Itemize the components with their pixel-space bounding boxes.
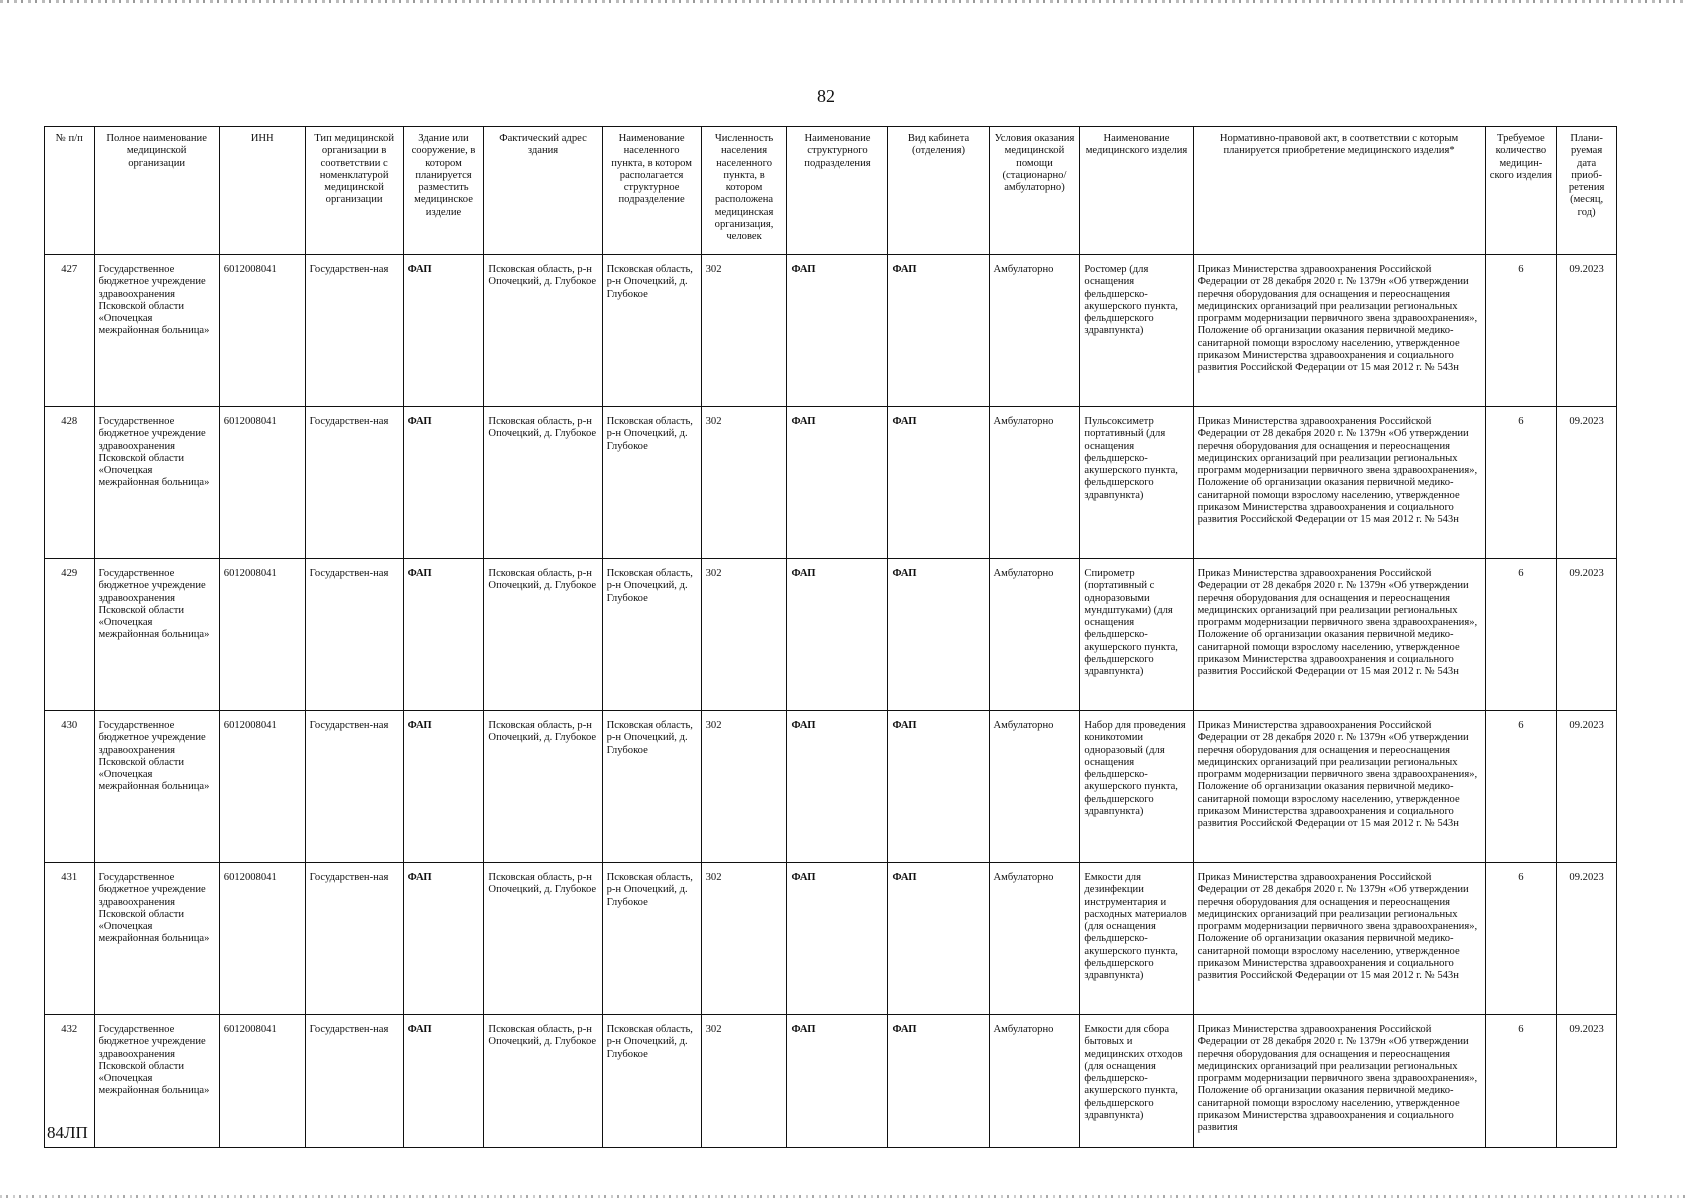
cell-date: 09.2023 — [1557, 863, 1617, 1015]
cell-device: Набор для проведения коникотомии одноразовый (для оснащения фельдшерско-акушерского пункта, фельдшерского здравпункта) — [1080, 711, 1193, 863]
cell-device: Спирометр (портативный с одноразовыми мундштуками) (для оснащения фельдшерско-акушерского пункта, фельдшерского здравпункта) — [1080, 559, 1193, 711]
cell-cabinet: ФАП — [888, 711, 989, 863]
cell-building: ФАП — [403, 863, 484, 1015]
header-unit: Наименование структурного подразделения — [787, 127, 888, 255]
cell-num: 430 — [45, 711, 95, 863]
header-inn: ИНН — [219, 127, 305, 255]
cell-cabinet: ФАП — [888, 407, 989, 559]
cell-inn: 6012008041 — [219, 1015, 305, 1148]
cell-settlement: Псковская область, р-н Опочецкий, д. Глубокое — [602, 559, 701, 711]
cell-unit: ФАП — [787, 559, 888, 711]
header-org: Полное наименование медицинской организации — [94, 127, 219, 255]
cell-date: 09.2023 — [1557, 407, 1617, 559]
table-header-row — [45, 127, 1617, 255]
document-code: 84ЛП — [47, 1123, 88, 1142]
cell-conditions: Амбулаторно — [989, 863, 1080, 1015]
cell-address: Псковская область, р-н Опочецкий, д. Глубокое — [484, 1015, 602, 1148]
cell-conditions: Амбулаторно — [989, 1015, 1080, 1148]
cell-date: 09.2023 — [1557, 559, 1617, 711]
header-address: Фактический адрес здания — [484, 127, 602, 255]
cell-type: Государствен-ная — [305, 1015, 403, 1148]
cell-qty: 6 — [1485, 1015, 1557, 1148]
cell-act: Приказ Министерства здравоохранения Российской Федерации от 28 декабря 2020 г. № 1379н «Об утверждении перечня оборудования для оснащения и переоснащения медицинских организаций при реализации региональных программ модернизации первичного звена здравоохранения», Положение об организации оказания первичной медико-санитарной помощи взрослому населению, утвержденное приказом Министерства здравоохранения и социального развития Российской Федерации от 15 мая 2012 г. № 543н — [1193, 255, 1485, 407]
cell-device: Пульсоксиметр портативный (для оснащения фельдшерско-акушерского пункта, фельдшерского здравпункта) — [1080, 407, 1193, 559]
cell-cabinet: ФАП — [888, 1015, 989, 1148]
cell-type: Государствен-ная — [305, 863, 403, 1015]
cell-building: ФАП — [403, 407, 484, 559]
cell-settlement: Псковская область, р-н Опочецкий, д. Глубокое — [602, 255, 701, 407]
header-date: Плани-руемая дата приоб-ретения (месяц, год) — [1557, 127, 1617, 255]
cell-cabinet: ФАП — [888, 559, 989, 711]
cell-unit: ФАП — [787, 863, 888, 1015]
cell-conditions: Амбулаторно — [989, 255, 1080, 407]
cell-inn: 6012008041 — [219, 711, 305, 863]
cell-type: Государствен-ная — [305, 559, 403, 711]
cell-type: Государствен-ная — [305, 711, 403, 863]
equipment-table — [44, 126, 1617, 1148]
cell-qty: 6 — [1485, 407, 1557, 559]
cell-unit: ФАП — [787, 711, 888, 863]
cell-org: Государственное бюджетное учреждение здравоохранения Псковской области «Опочецкая межрайонная больница» — [94, 407, 219, 559]
cell-org: Государственное бюджетное учреждение здравоохранения Псковской области «Опочецкая межрайонная больница» — [94, 711, 219, 863]
cell-act: Приказ Министерства здравоохранения Российской Федерации от 28 декабря 2020 г. № 1379н «Об утверждении перечня оборудования для оснащения и переоснащения медицинских организаций при реализации региональных программ модернизации первичного звена здравоохранения», Положение об организации оказания первичной медико-санитарной помощи взрослому населению, утвержденное приказом Министерства здравоохранения и социального развития Российской Федерации от 15 мая 2012 г. № 543н — [1193, 407, 1485, 559]
cell-qty: 6 — [1485, 711, 1557, 863]
cell-act: Приказ Министерства здравоохранения Российской Федерации от 28 декабря 2020 г. № 1379н «Об утверждении перечня оборудования для оснащения и переоснащения медицинских организаций при реализации региональных программ модернизации первичного звена здравоохранения», Положение об организации оказания первичной медико-санитарной помощи взрослому населению, утвержденное приказом Министерства здравоохранения и социального развития — [1193, 1015, 1485, 1148]
cell-address: Псковская область, р-н Опочецкий, д. Глубокое — [484, 711, 602, 863]
cell-num: 427 — [45, 255, 95, 407]
cell-qty: 6 — [1485, 559, 1557, 711]
page-number: 82 — [817, 86, 835, 106]
scan-edge-top — [0, 0, 1686, 3]
cell-date: 09.2023 — [1557, 1015, 1617, 1148]
cell-num: 429 — [45, 559, 95, 711]
table-row — [45, 863, 1617, 1015]
table-row — [45, 255, 1617, 407]
cell-act: Приказ Министерства здравоохранения Российской Федерации от 28 декабря 2020 г. № 1379н «Об утверждении перечня оборудования для оснащения и переоснащения медицинских организаций при реализации региональных программ модернизации первичного звена здравоохранения», Положение об организации оказания первичной медико-санитарной помощи взрослому населению, утвержденное приказом Министерства здравоохранения и социального развития Российской Федерации от 15 мая 2012 г. № 543н — [1193, 559, 1485, 711]
table-row — [45, 407, 1617, 559]
header-num: № п/п — [45, 127, 95, 255]
cell-num: 428 — [45, 407, 95, 559]
cell-inn: 6012008041 — [219, 255, 305, 407]
cell-address: Псковская область, р-н Опочецкий, д. Глубокое — [484, 255, 602, 407]
cell-org: Государственное бюджетное учреждение здравоохранения Псковской области «Опочецкая межрайонная больница» — [94, 559, 219, 711]
cell-device: Ростомер (для оснащения фельдшерско-акушерского пункта, фельдшерского здравпункта) — [1080, 255, 1193, 407]
cell-population: 302 — [701, 711, 787, 863]
cell-act: Приказ Министерства здравоохранения Российской Федерации от 28 декабря 2020 г. № 1379н «Об утверждении перечня оборудования для оснащения и переоснащения медицинских организаций при реализации региональных программ модернизации первичного звена здравоохранения», Положение об организации оказания первичной медико-санитарной помощи взрослому населению, утвержденное приказом Министерства здравоохранения и социального развития Российской Федерации от 15 мая 2012 г. № 543н — [1193, 711, 1485, 863]
cell-device: Емкости для дезинфекции инструментария и расходных материалов (для оснащения фельдшерско-акушерского пункта, фельдшерского здравпункта) — [1080, 863, 1193, 1015]
table-row — [45, 559, 1617, 711]
cell-device: Емкости для сбора бытовых и медицинских отходов (для оснащения фельдшерско-акушерского пункта, фельдшерского здравпункта) — [1080, 1015, 1193, 1148]
cell-inn: 6012008041 — [219, 863, 305, 1015]
cell-qty: 6 — [1485, 863, 1557, 1015]
cell-conditions: Амбулаторно — [989, 559, 1080, 711]
cell-inn: 6012008041 — [219, 559, 305, 711]
cell-unit: ФАП — [787, 407, 888, 559]
cell-address: Псковская область, р-н Опочецкий, д. Глубокое — [484, 407, 602, 559]
header-population: Численность населения населенного пункта, в котором расположена медицинская организация, человек — [701, 127, 787, 255]
cell-qty: 6 — [1485, 255, 1557, 407]
cell-building: ФАП — [403, 559, 484, 711]
cell-unit: ФАП — [787, 1015, 888, 1148]
cell-cabinet: ФАП — [888, 863, 989, 1015]
cell-settlement: Псковская область, р-н Опочецкий, д. Глубокое — [602, 1015, 701, 1148]
scan-edge-bottom — [0, 1195, 1686, 1198]
cell-cabinet: ФАП — [888, 255, 989, 407]
cell-building: ФАП — [403, 255, 484, 407]
cell-population: 302 — [701, 863, 787, 1015]
cell-population: 302 — [701, 559, 787, 711]
cell-unit: ФАП — [787, 255, 888, 407]
table-row — [45, 1015, 1617, 1148]
cell-population: 302 — [701, 1015, 787, 1148]
cell-org: Государственное бюджетное учреждение здравоохранения Псковской области «Опочецкая межрайонная больница» — [94, 863, 219, 1015]
cell-date: 09.2023 — [1557, 255, 1617, 407]
cell-num: 431 — [45, 863, 95, 1015]
cell-type: Государствен-ная — [305, 407, 403, 559]
cell-building: ФАП — [403, 1015, 484, 1148]
cell-date: 09.2023 — [1557, 711, 1617, 863]
cell-building: ФАП — [403, 711, 484, 863]
cell-act: Приказ Министерства здравоохранения Российской Федерации от 28 декабря 2020 г. № 1379н «Об утверждении перечня оборудования для оснащения и переоснащения медицинских организаций при реализации региональных программ модернизации первичного звена здравоохранения», Положение об организации оказания первичной медико-санитарной помощи взрослому населению, утвержденное приказом Министерства здравоохранения и социального развития Российской Федерации от 15 мая 2012 г. № 543н — [1193, 863, 1485, 1015]
table-row — [45, 711, 1617, 863]
cell-org: Государственное бюджетное учреждение здравоохранения Псковской области «Опочецкая межрайонная больница» — [94, 255, 219, 407]
cell-population: 302 — [701, 255, 787, 407]
cell-conditions: Амбулаторно — [989, 407, 1080, 559]
cell-address: Псковская область, р-н Опочецкий, д. Глубокое — [484, 863, 602, 1015]
header-device: Наименование медицинского изделия — [1080, 127, 1193, 255]
cell-num: 432 — [45, 1015, 95, 1148]
cell-conditions: Амбулаторно — [989, 711, 1080, 863]
header-settlement: Наименование населенного пункта, в котором располагается структурное подразделение — [602, 127, 701, 255]
header-conditions: Условия оказания медицинской помощи (стационарно/ амбулаторно) — [989, 127, 1080, 255]
header-type: Тип медицинской организации в соответствии с номенклатурой медицинской организации — [305, 127, 403, 255]
cell-settlement: Псковская область, р-н Опочецкий, д. Глубокое — [602, 711, 701, 863]
cell-org: Государственное бюджетное учреждение здравоохранения Псковской области «Опочецкая межрайонная больница» — [94, 1015, 219, 1148]
header-building: Здание или сооружение, в котором планируется разместить медицинское изделие — [403, 127, 484, 255]
header-cabinet: Вид кабинета (отделения) — [888, 127, 989, 255]
cell-inn: 6012008041 — [219, 407, 305, 559]
header-qty: Требуемое количество медицин-ского изделия — [1485, 127, 1557, 255]
cell-settlement: Псковская область, р-н Опочецкий, д. Глубокое — [602, 863, 701, 1015]
cell-population: 302 — [701, 407, 787, 559]
cell-type: Государствен-ная — [305, 255, 403, 407]
cell-settlement: Псковская область, р-н Опочецкий, д. Глубокое — [602, 407, 701, 559]
cell-address: Псковская область, р-н Опочецкий, д. Глубокое — [484, 559, 602, 711]
header-act: Нормативно-правовой акт, в соответствии с которым планируется приобретение медицинского изделия* — [1193, 127, 1485, 255]
